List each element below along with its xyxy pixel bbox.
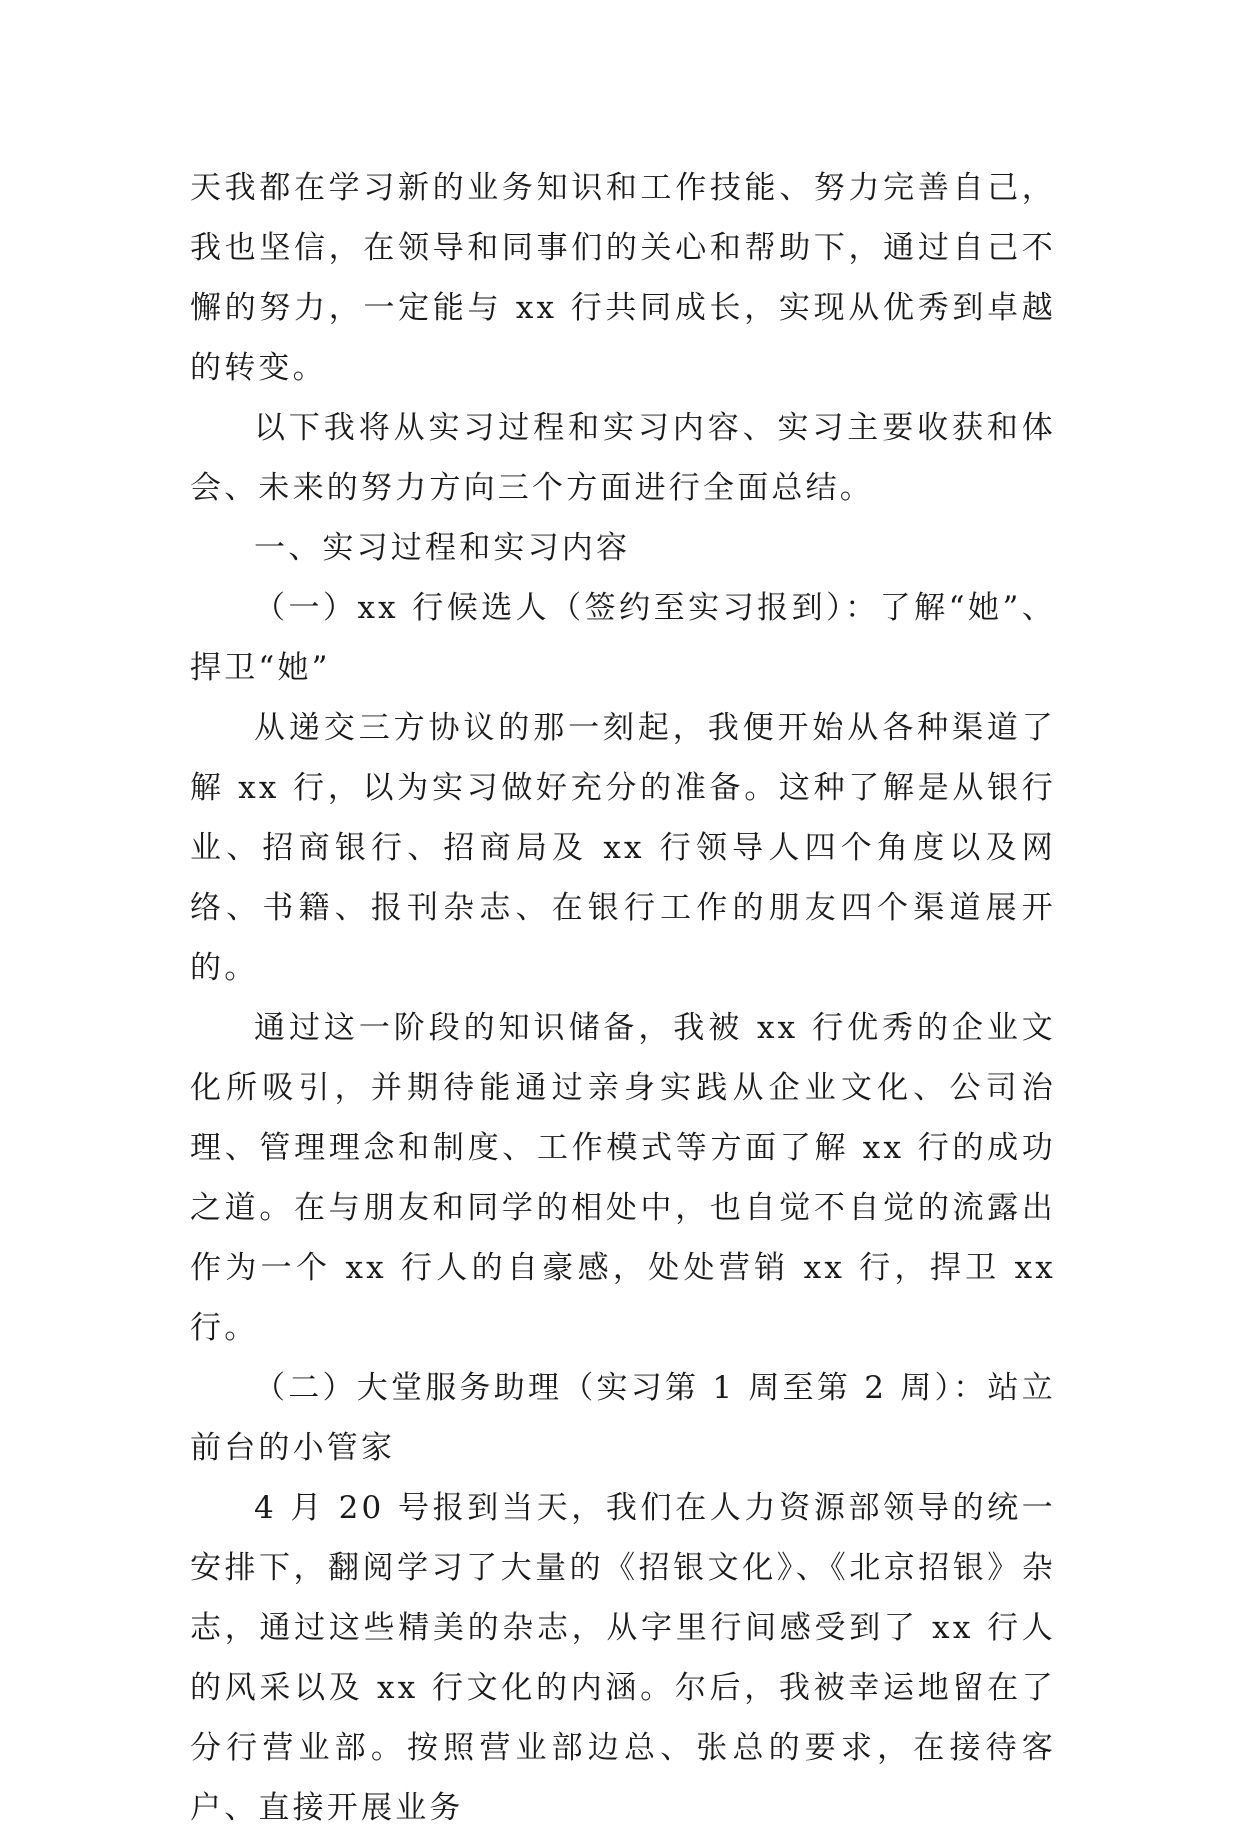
subsection-heading-1: （一）xx 行候选人（签约至实习报到）：了解“她”、捍卫“她”	[190, 590, 1056, 686]
document-body	[190, 158, 1056, 1838]
paragraph-continuation: 天我都在学习新的业务知识和工作技能、努力完善自己，我也坚信，在领导和同事们的关心和帮助下，通过自己不懈的努力，一定能与 xx 行共同成长，实现从优秀到卓越的转变。	[190, 170, 1056, 386]
subsection-heading-2: （二）大堂服务助理（实习第 1 周至第 2 周）：站立前台的小管家	[190, 1370, 1056, 1466]
paragraph-subsection-1-b: 通过这一阶段的知识储备，我被 xx 行优秀的企业文化所吸引，并期待能通过亲身实践从企业文化、公司治理、管理理念和制度、工作模式等方面了解 xx 行的成功之道。在与朋友和同学的相处中，也自觉不自觉的流露出作为一个 xx 行人的自豪感，处处营销 xx 行，捍卫 xx 行。	[190, 1010, 1056, 1346]
paragraph-intro: 以下我将从实习过程和实习内容、实习主要收获和体会、未来的努力方向三个方面进行全面总结。	[190, 410, 1056, 506]
section-heading-1: 一、实习过程和实习内容	[254, 530, 631, 566]
paragraph-subsection-1-a: 从递交三方协议的那一刻起，我便开始从各种渠道了解 xx 行，以为实习做好充分的准备。这种了解是从银行业、招商银行、招商局及 xx 行领导人四个角度以及网络、书籍、报刊杂志、在银行工作的朋友四个渠道展开的。	[190, 710, 1056, 986]
paragraph-subsection-2-a: 4 月 20 号报到当天，我们在人力资源部领导的统一安排下，翻阅学习了大量的《招银文化》、《北京招银》杂志，通过这些精美的杂志，从字里行间感受到了 xx 行人的风采以及 xx 行文化的内涵。尔后，我被幸运地留在了分行营业部。按照营业部边总、张总的要求，在接待客户、直接开展业务	[190, 1490, 1056, 1826]
